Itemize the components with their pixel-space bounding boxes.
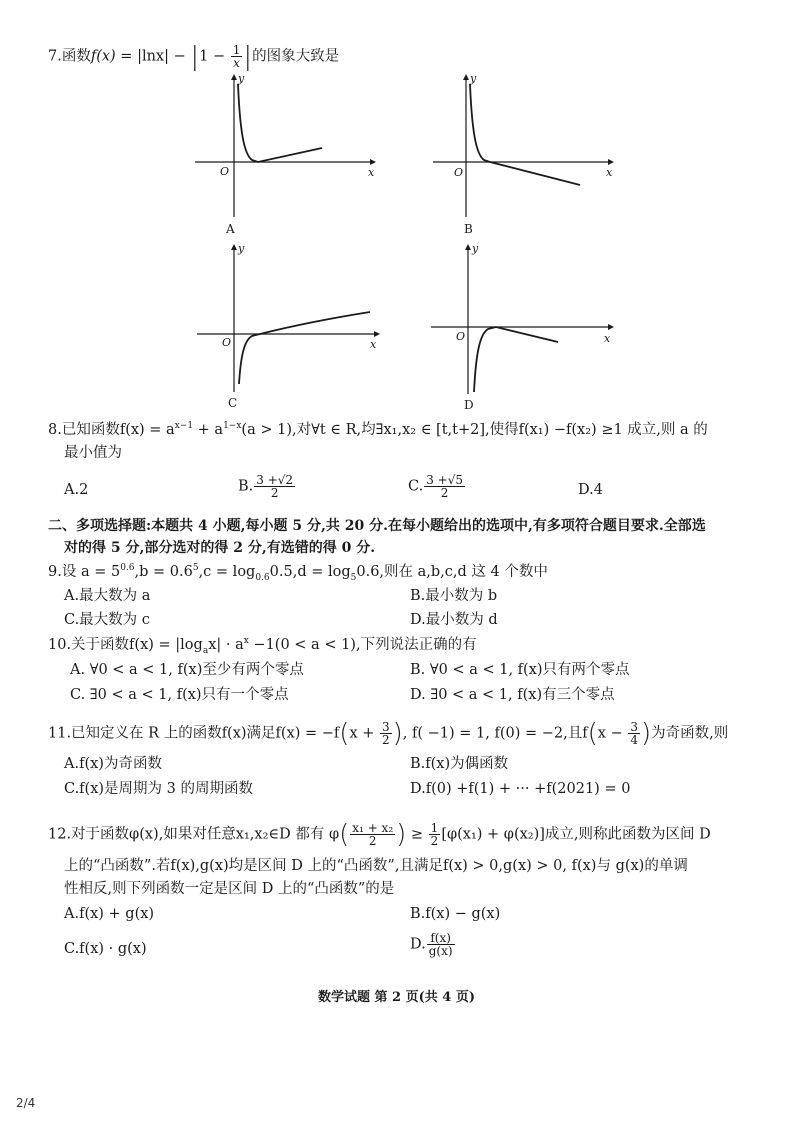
graph-d-label: D	[464, 398, 474, 412]
q11-option-d: D.f(0) +f(1) + ··· +f(2021) = 0	[410, 781, 631, 797]
q12-option-d: D. $\frac{f(x)}{g(x)}$	[410, 931, 453, 958]
q9-option-b: B.最小数为 b	[410, 588, 498, 604]
graph-d	[428, 242, 618, 397]
page-footer: 数学试题 第 2 页(共 4 页)	[318, 990, 476, 1005]
q9-stem: 9.设 $a = 5^{0.6},b = 0.6^5,c = \log_{0.6}0.5,d = \log_50.6$,则在 a,b,c,d 这 4 个数中	[48, 563, 548, 583]
graph-b	[428, 72, 618, 222]
q9-option-c: C.最大数为 c	[64, 612, 150, 628]
q12-stem-line2: 上的“凸函数”.若f(x),g(x)均是区间 D 上的“凸函数”,且满足f(x) > 0,g(x) > 0, f(x)与 g(x)的单调	[64, 858, 688, 874]
graph-b-label: B	[464, 222, 473, 236]
section2-header-line1: 二、多项选择题:本题共 4 小题,每小题 5 分,共 20 分.在每小题给出的选项中,有多项符合题目要求.全部选	[48, 518, 706, 534]
q10-stem: 10.关于函数$f(x) = |\log_ax| \cdot a^x -1(0 < a < 1)$,下列说法正确的有	[48, 636, 477, 656]
q8-option-b: B. $\frac{3 +√2}{2}$	[238, 473, 294, 500]
section2-header-line2: 对的得 5 分,部分选对的得 2 分,有选错的得 0 分.	[64, 540, 376, 556]
q12-stem-line1: 12.对于函数φ(x),如果对任意x₁,x₂∈D 都有 φ( $\frac{\text{x₁ + x₂}}{2}$ ) ≥ $\frac{1}{2}$ [φ(x₁) + φ(x₂)]成立,则称此函数为区间 D	[48, 819, 711, 850]
graph-b-origin: O	[454, 166, 464, 179]
q10-option-c: C. ∃0 < a < 1, f(x)只有一个零点	[70, 687, 289, 703]
q11-option-c: C.f(x)是周期为 3 的周期函数	[64, 781, 253, 797]
page-indicator: 2/4	[16, 1096, 36, 1110]
graph-c-y-label: y	[238, 242, 245, 255]
q10-option-d: D. ∃0 < a < 1, f(x)有三个零点	[410, 687, 615, 703]
q12-option-a: A.f(x) + g(x)	[64, 906, 155, 922]
graph-a	[190, 72, 380, 222]
graph-d-x-label: x	[604, 332, 611, 345]
q10-option-b: B. ∀0 < a < 1, f(x)只有两个零点	[410, 662, 630, 678]
graph-d-y-label: y	[472, 242, 479, 255]
graph-a-x-label: x	[368, 166, 375, 179]
graph-c-x-label: x	[370, 338, 377, 351]
q9-option-d: D.最小数为 d	[410, 612, 498, 628]
graph-c-origin: O	[222, 336, 232, 349]
graph-a-y-label: y	[238, 72, 245, 85]
q11-stem: 11.已知定义在 R 上的函数f(x)满足f(x) = −f(x + $\frac{3}{2}$ ), f( −1) = 1, f(0) = −2,且f(x − $\frac{3}{4}$ )为奇函数,则	[48, 718, 729, 749]
q10-option-a: A. ∀0 < a < 1, f(x)至少有两个零点	[70, 662, 304, 678]
q12-option-c: C.f(x) · g(x)	[64, 941, 147, 957]
q8-stem-line1: 8.已知函数$f(x) = a^{x-1} + a^{1-x}(a > 1)$,对∀t ∈ R,均∃x₁,x₂ ∈ [t,t+2],使得f(x₁) −f(x₂) ≥1 成立,则 a 的	[48, 421, 708, 438]
graph-a-label: A	[226, 222, 235, 236]
q8-option-c: C. $\frac{3 +√5}{2}$	[408, 473, 463, 500]
q11-option-b: B.f(x)为偶函数	[410, 756, 509, 772]
graph-c-label: C	[228, 396, 238, 410]
graph-b-x-label: x	[606, 166, 613, 179]
graph-d-origin: O	[456, 330, 466, 343]
q12-option-b: B.f(x) − g(x)	[410, 906, 501, 922]
q7-fraction: $\frac{1}{x}$	[232, 43, 241, 70]
graph-b-y-label: y	[470, 72, 477, 85]
q8-option-a: A.2	[64, 482, 89, 498]
graph-c	[192, 242, 384, 397]
q12-stem-line3: 性相反,则下列函数一定是区间 D 上的“凸函数”的是	[64, 881, 395, 897]
q8-option-d: D.4	[578, 482, 603, 498]
q8-stem-line2: 最小值为	[64, 445, 122, 461]
q9-option-a: A.最大数为 a	[64, 588, 151, 604]
q7-stem: 7.函数f(x) = |lnx| − |1 − $\frac{1}{x}$ |的图象大致是	[48, 41, 340, 72]
q11-option-a: A.f(x)为奇函数	[64, 756, 162, 772]
graph-a-origin: O	[220, 165, 230, 178]
